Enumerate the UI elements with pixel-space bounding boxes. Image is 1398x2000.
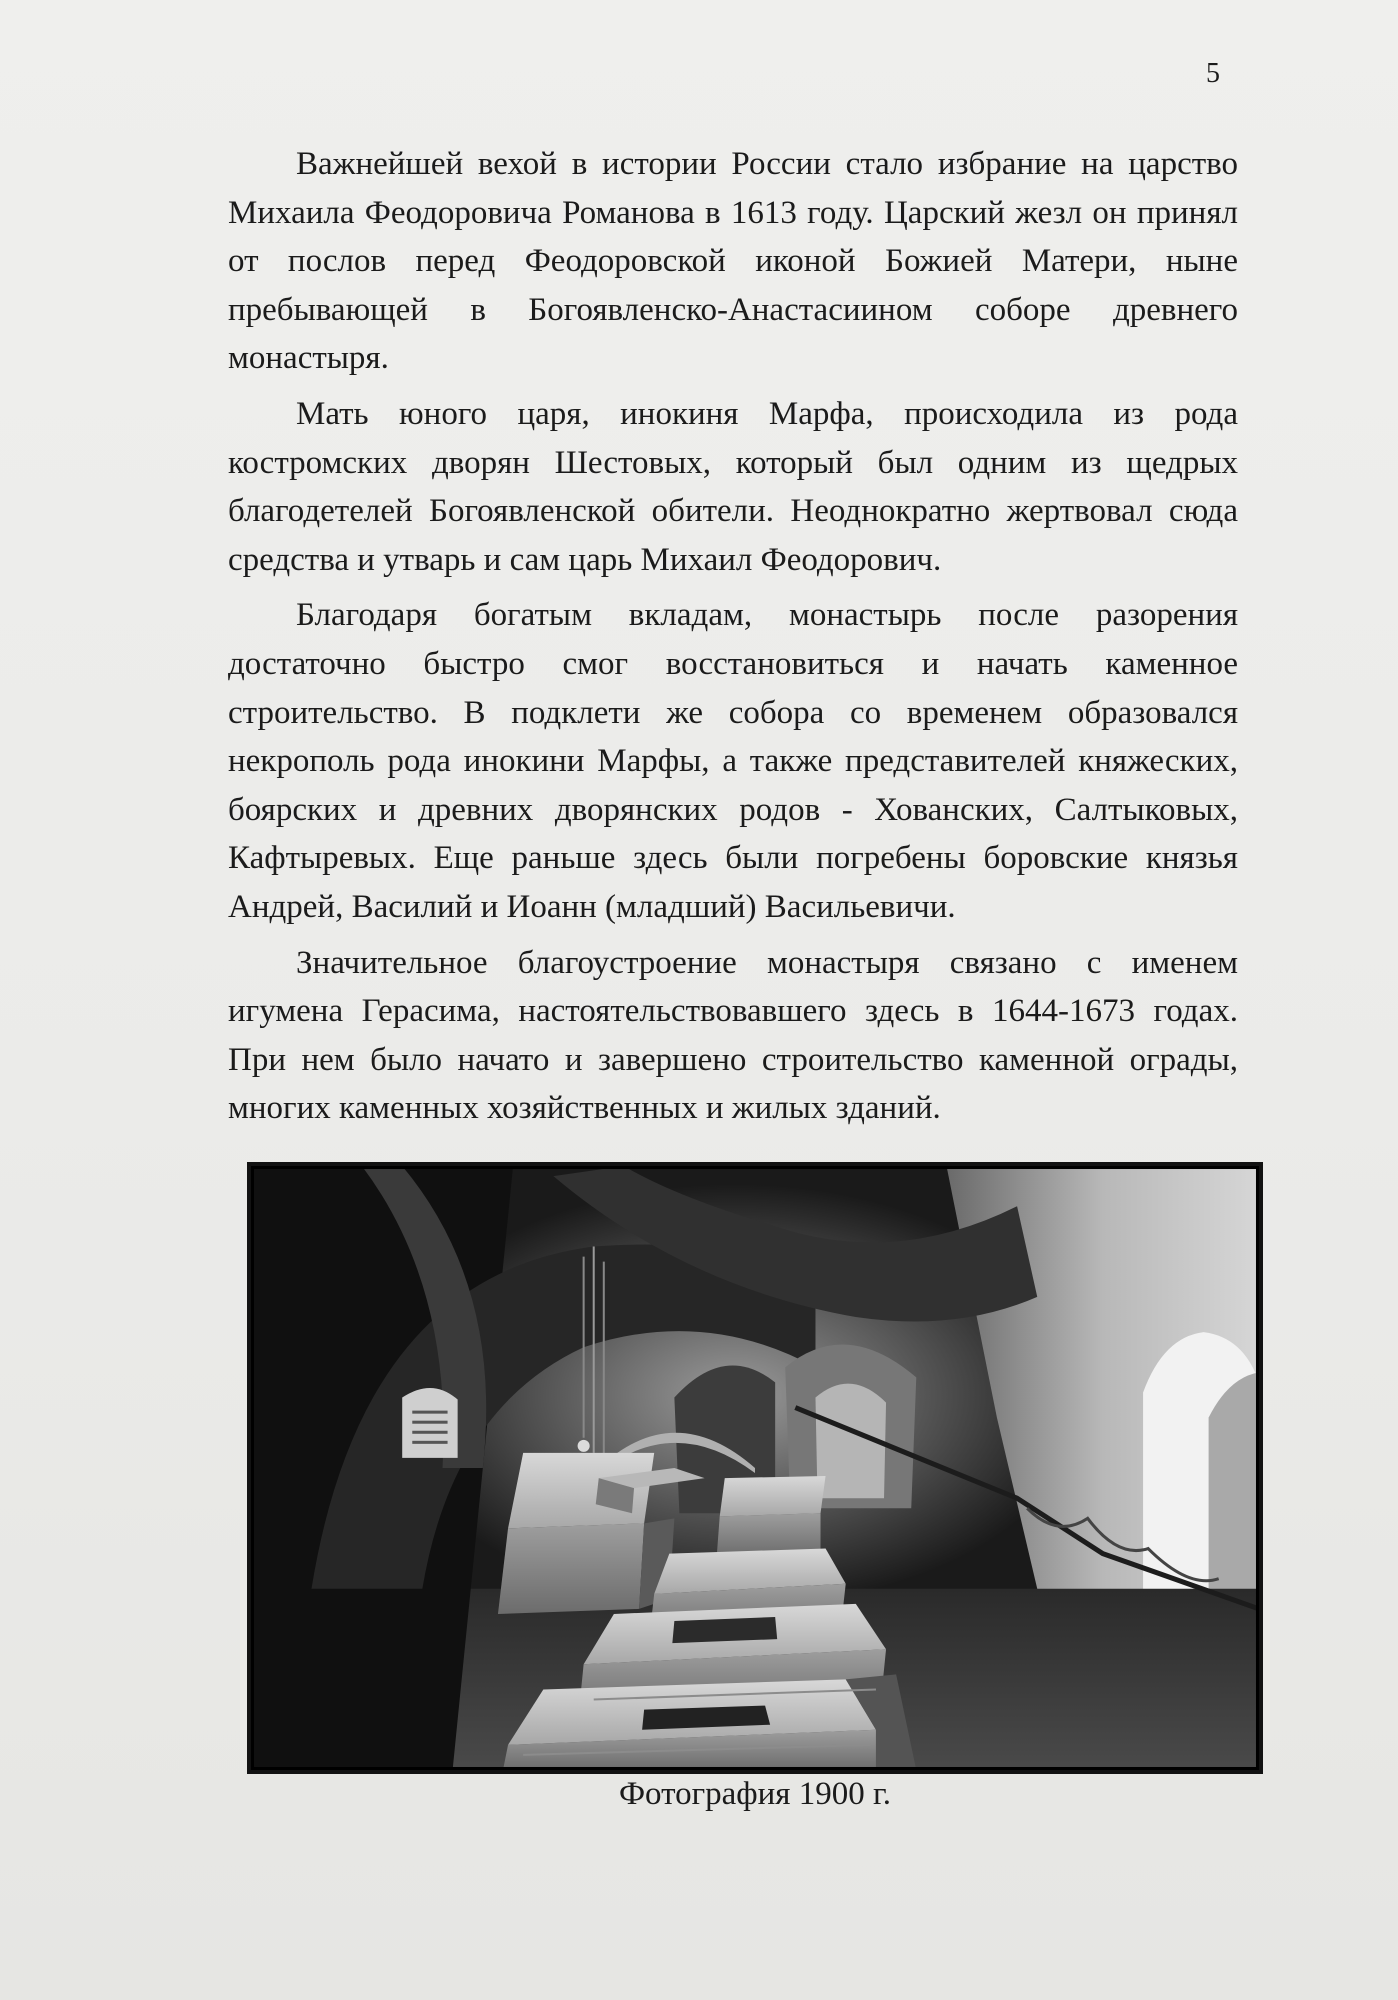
paragraph-1: Важнейшей вехой в истории России стало избрание на царство Михаила Феодоровича Романова в 1613 году. Царский жезл он принял от послов перед Феодоровской иконой Божией Матери, ныне пребывающей в Богоявленско-Анастасиином соборе древнего монастыря.: [228, 146, 1238, 377]
photo-caption: Фотография 1900 г.: [618, 1776, 892, 1812]
historical-photo: [247, 1162, 1263, 1774]
paragraph-3: Благодаря богатым вкладам, монастырь после разорения достаточно быстро смог восстановиться и начать каменное строительство. В подклети же собора со временем образовался некрополь рода инокини Марфы, а также представителей княжеских, боярских и древних дворянских родов - Хованских, Салтыковых, Кафтыревых. Еще раньше здесь были погребены боровские князья Андрей, Василий и Иоанн (младший) Васильевичи.: [228, 597, 1238, 925]
body-text: [228, 140, 1238, 1140]
paragraph-2: Мать юного царя, инокиня Марфа, происходила из рода костромских дворян Шестовых, который был одним из щедрых благодетелей Богоявленской обители. Неоднократно жертвовал сюда средства и утварь и сам царь Михаил Феодорович.: [228, 395, 1238, 578]
page-number: 5: [1206, 58, 1220, 89]
crypt-interior-photo: [251, 1166, 1259, 1770]
paragraph-4: Значительное благоустроение монастыря связано с именем игумена Герасима, настоятельствовавшего здесь в 1644-1673 годах. При нем было начато и завершено строительство каменной ограды, многих каменных хозяйственных и жилых зданий.: [228, 944, 1238, 1127]
